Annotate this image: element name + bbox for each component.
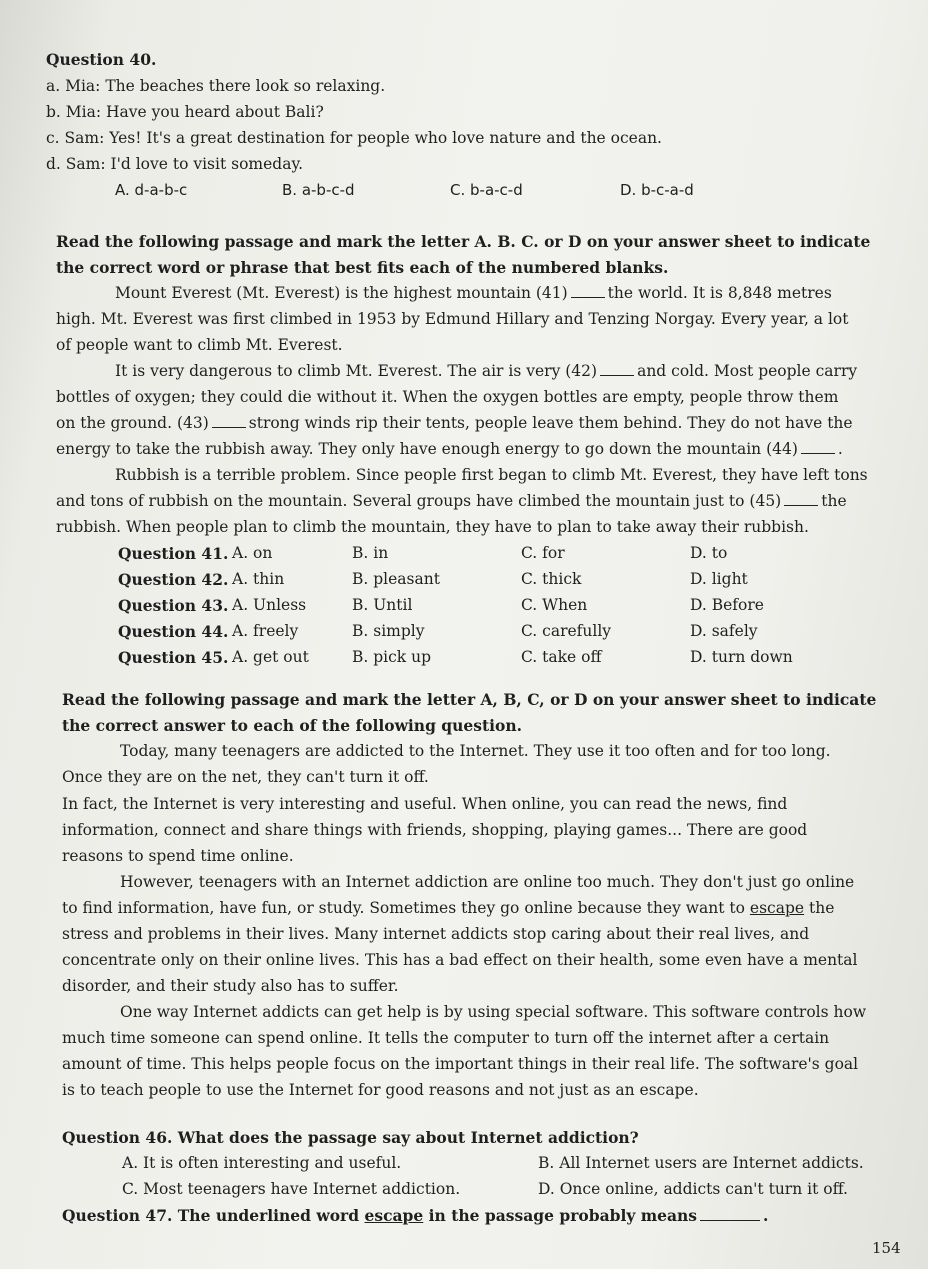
q45-option-c: C. take off bbox=[521, 648, 602, 666]
q47-stem: Question 47. The underlined word escape in the passage probably means . bbox=[62, 1206, 769, 1225]
cloze-p1-line2: high. Mt. Everest was first climbed in 1953 by Edmund Hillary and Tenzing Norgay. Every year, a lot bbox=[56, 310, 849, 328]
blank-42[interactable] bbox=[600, 360, 634, 376]
reading-line-13: amount of time. This helps people focus on the important things in their real life. The software's goal bbox=[62, 1055, 859, 1073]
q44-label: Question 44. bbox=[118, 622, 229, 641]
blank-47[interactable] bbox=[700, 1205, 760, 1221]
reading-line-14: is to teach people to use the Internet for good reasons and not just as an escape. bbox=[62, 1081, 699, 1099]
reading-instruction-line2: the correct answer to each of the following question. bbox=[62, 716, 523, 735]
cloze-p2-line1: It is very dangerous to climb Mt. Everest. The air is very (42) and cold. Most people carry bbox=[115, 362, 858, 380]
cloze-instruction-line1: Read the following passage and mark the letter A. B. C. or D on your answer sheet to indicate bbox=[56, 232, 871, 251]
q43-option-d: D. Before bbox=[690, 596, 764, 614]
reading-line-6: However, teenagers with an Internet addiction are online too much. They don't just go online bbox=[120, 873, 855, 891]
reading-line-12: much time someone can spend online. It tells the computer to turn off the internet after a certain bbox=[62, 1029, 830, 1047]
cloze-p3-line2: and tons of rubbish on the mountain. Several groups have climbed the mountain just to (45) the bbox=[56, 492, 847, 510]
q43-option-b: B. Until bbox=[352, 596, 413, 614]
q46-option-d: D. Once online, addicts can't turn it off. bbox=[538, 1180, 848, 1198]
q45-label: Question 45. bbox=[118, 648, 229, 667]
q42-option-c: C. thick bbox=[521, 570, 582, 588]
reading-line-10: disorder, and their study also has to suffer. bbox=[62, 977, 399, 995]
reading-instruction-line1: Read the following passage and mark the letter A, B, C, or D on your answer sheet to indicate bbox=[62, 690, 877, 709]
reading-line-11: One way Internet addicts can get help is by using special software. This software controls how bbox=[120, 1003, 867, 1021]
cloze-p2-line3: on the ground. (43) strong winds rip their tents, people leave them behind. They do not have the bbox=[56, 414, 853, 432]
q40-line-d: d. Sam: I'd love to visit someday. bbox=[46, 155, 304, 173]
q40-line-c: c. Sam: Yes! It's a great destination for people who love nature and the ocean. bbox=[46, 129, 662, 147]
q42-option-a: A. thin bbox=[232, 570, 285, 588]
q43-label: Question 43. bbox=[118, 596, 229, 615]
cloze-p2-line4: energy to take the rubbish away. They only have enough energy to go down the mountain (44) . bbox=[56, 440, 843, 458]
reading-line-7: to find information, have fun, or study. Sometimes they go online because they want to escape the bbox=[62, 899, 835, 917]
q47-underlined-word: escape bbox=[364, 1206, 424, 1225]
q41-option-b: B. in bbox=[352, 544, 389, 562]
reading-line-8: stress and problems in their lives. Many internet addicts stop caring about their real lives, and bbox=[62, 925, 810, 943]
blank-43[interactable] bbox=[212, 412, 246, 428]
reading-line-1: Today, many teenagers are addicted to the Internet. They use it too often and for too long. bbox=[120, 742, 831, 760]
underlined-word-escape: escape bbox=[749, 899, 805, 917]
q46-option-b: B. All Internet users are Internet addicts. bbox=[538, 1154, 864, 1172]
q41-option-c: C. for bbox=[521, 544, 565, 562]
q42-option-b: B. pleasant bbox=[352, 570, 440, 588]
q41-label: Question 41. bbox=[118, 544, 229, 563]
reading-line-2: Once they are on the net, they can't turn it off. bbox=[62, 768, 429, 786]
cloze-p1-line3: of people want to climb Mt. Everest. bbox=[56, 336, 343, 354]
cloze-instruction-line2: the correct word or phrase that best fits each of the numbered blanks. bbox=[56, 258, 669, 277]
q45-option-a: A. get out bbox=[232, 648, 309, 666]
blank-41[interactable] bbox=[571, 282, 605, 298]
q40-line-a: a. Mia: The beaches there look so relaxing. bbox=[46, 77, 386, 95]
cloze-p2-line2: bottles of oxygen; they could die without it. When the oxygen bottles are empty, people throw them bbox=[56, 388, 839, 406]
q41-option-a: A. on bbox=[232, 544, 273, 562]
q45-option-b: B. pick up bbox=[352, 648, 432, 666]
blank-45[interactable] bbox=[784, 490, 818, 506]
q40-line-b: b. Mia: Have you heard about Bali? bbox=[46, 103, 324, 121]
reading-line-9: concentrate only on their online lives. This has a bad effect on their health, some even have a mental bbox=[62, 951, 858, 969]
q40-option-c: C. b-a-c-d bbox=[450, 181, 523, 199]
q42-label: Question 42. bbox=[118, 570, 229, 589]
q46-stem: Question 46. What does the passage say about Internet addiction? bbox=[62, 1128, 639, 1147]
q43-option-a: A. Unless bbox=[232, 596, 307, 614]
q40-title: Question 40. bbox=[46, 50, 157, 69]
blank-44[interactable] bbox=[801, 438, 835, 454]
q46-option-c: C. Most teenagers have Internet addiction. bbox=[122, 1180, 461, 1198]
q46-option-a: A. It is often interesting and useful. bbox=[122, 1154, 402, 1172]
q44-option-a: A. freely bbox=[232, 622, 299, 640]
q45-option-d: D. turn down bbox=[690, 648, 793, 666]
q40-option-d: D. b-c-a-d bbox=[620, 181, 694, 199]
reading-line-4: information, connect and share things with friends, shopping, playing games... There are good bbox=[62, 821, 808, 839]
q42-option-d: D. light bbox=[690, 570, 748, 588]
q44-option-d: D. safely bbox=[690, 622, 758, 640]
q41-option-d: D. to bbox=[690, 544, 728, 562]
q40-option-a: A. d-a-b-c bbox=[115, 181, 188, 199]
cloze-p1-line1: Mount Everest (Mt. Everest) is the highest mountain (41) the world. It is 8,848 metres bbox=[115, 284, 832, 302]
q44-option-c: C. carefully bbox=[521, 622, 612, 640]
reading-line-3: In fact, the Internet is very interesting and useful. When online, you can read the news, find bbox=[62, 795, 788, 813]
page-number: 154 bbox=[872, 1239, 901, 1257]
q40-option-b: B. a-b-c-d bbox=[282, 181, 355, 199]
cloze-p3-line3: rubbish. When people plan to climb the mountain, they have to plan to take away their rubbish. bbox=[56, 518, 809, 536]
reading-line-5: reasons to spend time online. bbox=[62, 847, 294, 865]
q43-option-c: C. When bbox=[521, 596, 588, 614]
q44-option-b: B. simply bbox=[352, 622, 425, 640]
cloze-p3-line1: Rubbish is a terrible problem. Since people first began to climb Mt. Everest, they have left tons bbox=[115, 466, 868, 484]
